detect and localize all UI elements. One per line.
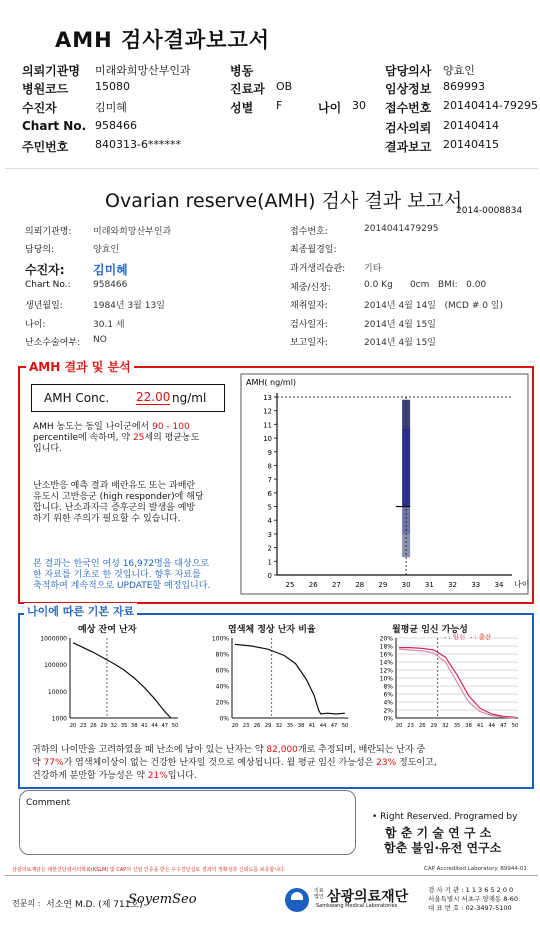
amh-y-tick-label: 13 <box>263 394 272 402</box>
amh-section-title: AMH 결과 및 분석 <box>26 358 134 375</box>
x-tick-label: 32 <box>442 723 449 729</box>
x-tick-label: 26 <box>253 723 261 729</box>
amh-y-tick-label: 0 <box>267 572 272 580</box>
y-tick-label: 14% <box>379 659 393 667</box>
patient-field-label: 생년월일: <box>25 301 63 311</box>
x-tick-label: 44 <box>151 723 158 729</box>
y-tick-label: 4% <box>383 699 393 707</box>
footer-divider <box>5 875 538 876</box>
x-tick-label: 20 <box>231 723 239 729</box>
x-tick-label: 50 <box>341 723 349 729</box>
amh-y-tick-label: 9 <box>267 448 272 457</box>
header-value: 958466 <box>95 119 137 132</box>
amh-y-tick-label: 12 <box>263 407 272 416</box>
summary-text: 입니다. <box>167 771 197 781</box>
header-label: 담당의사 <box>385 64 432 78</box>
amh-response-text <box>33 481 233 525</box>
amh-x-tick-label: 27 <box>331 581 341 589</box>
header-label: 진료과 <box>230 82 265 96</box>
amh-x-tick-label: 31 <box>424 581 434 589</box>
y-tick-label: 10000 <box>47 688 67 696</box>
org-name: 삼광의료재단 <box>327 889 409 905</box>
test-field-label: 검사일자: <box>290 320 328 330</box>
amh-y-tick-label: 11 <box>263 421 272 430</box>
amh-y-tick-label: 8 <box>267 462 272 471</box>
header-value: 김미혜 <box>95 101 127 114</box>
org-type: 의료법인 <box>314 888 324 900</box>
y-tick-label: 12% <box>379 667 393 675</box>
test-field-label: 보고일자: <box>290 338 328 348</box>
amh-x-tick-label: 28 <box>355 581 365 589</box>
normal-egg-ratio-chart <box>196 632 356 736</box>
header-label: 병원코드 <box>22 82 69 96</box>
x-tick-label: 38 <box>465 723 472 729</box>
amh-p2-line: 난소반응 예측 결과 배란유도 또는 과배란 <box>33 481 196 491</box>
amh-conc-unit: ng/ml <box>172 391 207 405</box>
chart2-title: 염색체 정상 난자 비율 <box>228 625 316 635</box>
y-tick-label: 8% <box>383 683 393 691</box>
amh-y-tick-label: 10 <box>263 435 272 444</box>
y-tick-label: 0% <box>383 715 393 723</box>
x-tick-label: 47 <box>161 723 169 729</box>
amh-percentile-range: 90 - 100 <box>152 422 190 432</box>
amh-p2-line: 합니다. 난소과자극 증후군의 발생을 예방 <box>33 503 196 513</box>
y-tick-label: 80% <box>215 651 229 659</box>
header-label: 병동 <box>230 64 254 78</box>
header-value: 미래와희망산부인과 <box>95 64 191 77</box>
amh-y-tick-label: 2 <box>267 544 272 553</box>
test-field-value: 2014년 4월 15일 <box>364 320 436 330</box>
x-tick-label: 26 <box>418 723 426 729</box>
y-tick-label: 100% <box>211 635 229 643</box>
rights-line-1: • Right Reserved. Programed by <box>372 812 518 822</box>
header-value: 20140414-79295 <box>443 99 538 112</box>
x-tick-label: 26 <box>90 723 97 729</box>
org-name-en: Samkwang Medical Laboratories <box>316 903 398 909</box>
header-value: OB <box>276 80 293 93</box>
header-value: 15080 <box>95 80 130 93</box>
remaining-eggs-value: 82,000 <box>266 745 298 755</box>
legend-pregnancy: - : 임신 <box>444 633 466 641</box>
y-tick-label: 40% <box>215 683 229 691</box>
amh-x-tick-label: 30 <box>401 581 411 589</box>
summary-text: 개로 추정되며, 배란되는 난자 중 <box>297 745 426 755</box>
x-tick-label: 20 <box>395 723 403 729</box>
comment-label: Comment <box>26 798 71 808</box>
test-field-value: 0.0 Kg 0cm BMI: 0.00 <box>364 280 487 290</box>
header-value: F <box>276 99 283 112</box>
x-tick-label: 41 <box>476 723 484 729</box>
x-tick-label: 50 <box>171 723 179 729</box>
x-tick-label: 23 <box>79 723 87 729</box>
doctor-signature: SoyemSeo <box>128 892 197 907</box>
remaining-eggs-chart <box>26 632 186 736</box>
x-tick-label: 50 <box>511 723 519 729</box>
remaining-eggs-curve <box>73 643 171 718</box>
test-field-value: 2014년 4월 15일 <box>364 338 436 348</box>
x-tick-label: 35 <box>120 723 128 729</box>
header-label: 결과보고 <box>385 140 432 154</box>
patient-field-label: 의뢰기관명: <box>25 227 72 237</box>
amh-x-tick-label: 32 <box>448 581 458 589</box>
amh-x-tick-label: 34 <box>494 581 504 589</box>
y-tick-label: 0% <box>219 715 229 723</box>
contact-line: 대 표 번 호 : 02-3497-5100 <box>428 904 512 912</box>
amh-y-tick-label: 5 <box>267 503 272 512</box>
patient-field-value: NO <box>93 335 107 345</box>
amh-x-tick-label: 25 <box>285 581 295 589</box>
y-tick-label: 10% <box>379 675 393 683</box>
amh-conc-box <box>31 384 225 412</box>
doctor-label: 전문의 : <box>12 899 41 908</box>
header-value: 20140415 <box>443 138 499 151</box>
x-tick-label: 41 <box>141 723 148 729</box>
x-tick-label: 47 <box>330 723 338 729</box>
x-tick-label: 38 <box>130 723 138 729</box>
comment-box <box>19 790 356 855</box>
header-label: 임상정보 <box>385 82 432 96</box>
amh-x-tick-label: 26 <box>308 581 318 589</box>
amh-percentile-text <box>33 422 233 455</box>
amh-note-line: 한 자료를 기초로 한 것입니다. 향후 자료를 <box>33 570 201 580</box>
patient-field-value: 1984년 3월 13일 <box>93 301 165 311</box>
amh-y-tick-label: 1 <box>267 558 272 567</box>
x-tick-label: 29 <box>100 723 107 729</box>
amh-p1-text: AMH 농도는 동일 나이군에서 <box>33 422 150 432</box>
x-tick-label: 47 <box>500 723 507 729</box>
y-tick-label: 18% <box>379 643 393 651</box>
patient-field-label: Chart No.: <box>25 280 71 290</box>
y-tick-label: 1000 <box>51 715 67 723</box>
amh-p2-line: 유도시 고반응군 (high responder)에 해당 <box>33 492 204 502</box>
rights-line-3: 함춘 불임·유전 연구소 <box>384 841 502 855</box>
report-title: Ovarian reserve(AMH) 검사 결과 보고서 <box>105 190 463 212</box>
patient-field-value: 958466 <box>93 280 128 290</box>
amh-y-tick-label: 4 <box>267 517 272 526</box>
x-tick-label: 44 <box>319 723 327 729</box>
test-field-label: 체중/신장: <box>290 283 331 293</box>
y-tick-label: 16% <box>379 651 393 659</box>
chart1-title: 예상 잔여 난자 <box>78 625 137 635</box>
amh-note-line: 축적하여 계속적으로 UPDATE할 예정입니다. <box>33 581 211 591</box>
amh-p1-text-4: 입니다. <box>33 444 62 454</box>
basic-summary <box>32 744 532 783</box>
patient-field-value: 미래와희망산부인과 <box>93 227 172 237</box>
amh-conc-label: AMH Conc. <box>44 391 110 405</box>
test-field-value: 2014041479295 <box>364 224 439 234</box>
x-tick-label: 35 <box>453 723 461 729</box>
header-value: 20140414 <box>443 119 499 132</box>
x-tick-label: 38 <box>297 723 305 729</box>
pregnancy-chance-value: 23% <box>376 758 397 768</box>
amh-y-tick-label: 6 <box>267 489 272 498</box>
test-field-label: 채취일자: <box>290 301 328 311</box>
x-tick-label: 41 <box>308 723 316 729</box>
samkwang-logo-icon <box>285 888 309 912</box>
x-tick-label: 23 <box>242 723 250 729</box>
header-label: 주민번호 <box>22 140 69 154</box>
basic-section-title: 나이에 따른 기본 자료 <box>24 603 137 619</box>
x-tick-label: 32 <box>275 723 283 729</box>
test-field-value: 기타 <box>364 264 382 274</box>
patient-field-label: 담당의: <box>25 245 55 255</box>
x-tick-label: 29 <box>430 723 438 729</box>
report-header-title: AMH 검사결과보고서 <box>55 28 271 52</box>
amh-equivalent-age: 25 <box>132 433 145 443</box>
amh-chart-xlabel: 나이 <box>514 580 530 589</box>
y-tick-label: 1000000 <box>40 635 67 643</box>
patient-field-value: 양효인 <box>93 245 120 255</box>
x-tick-label: 23 <box>407 723 414 729</box>
header-value: 30 <box>352 99 366 112</box>
rights-line-2: 함 춘 기 술 연 구 소 <box>385 826 492 840</box>
summary-text: 정도이고, <box>399 758 437 768</box>
test-field-label: 과거생리습관: <box>290 264 346 274</box>
legend-delivery: - : 출산 <box>470 633 492 641</box>
header-value: 양효인 <box>443 64 475 77</box>
contact-info <box>428 886 518 913</box>
header-value: 840313-6****** <box>95 138 181 151</box>
delivery-chance-value: 21% <box>147 771 168 781</box>
amh-y-tick-label: 7 <box>267 476 272 485</box>
header-label: 수진자 <box>22 101 57 115</box>
doctor-name: 서소연 M.D. (제 711호) <box>46 900 143 910</box>
amh-conc-value: 22.00 <box>136 390 171 404</box>
test-field-label: 최종월경일: <box>290 245 337 255</box>
amh-chart-ylabel: AMH( ng/ml) <box>246 378 297 387</box>
report-code: 2014-0008834 <box>456 206 523 216</box>
x-tick-label: 35 <box>286 723 294 729</box>
header-label: 나이 <box>318 101 342 115</box>
contact-line: 서울특별시 서초구 양재동 8-60 <box>428 895 519 903</box>
x-tick-label: 20 <box>69 723 77 729</box>
y-tick-label: 60% <box>215 667 229 675</box>
normal-egg-ratio-value: 77% <box>43 758 64 768</box>
y-tick-label: 20% <box>215 699 229 707</box>
normal-egg-ratio-curve <box>235 644 345 714</box>
header-label: 검사의뢰 <box>385 121 432 135</box>
amh-p1-text-3: 세의 평균농도 <box>144 433 200 443</box>
chart3-title: 월평균 임신 가능성 <box>392 625 468 635</box>
contact-line: 검 사 기 관 : 1 1 3 6 5 2 0 0 <box>428 886 514 894</box>
x-tick-label: 32 <box>110 723 118 729</box>
header-label: 의뢰기관명 <box>22 64 80 78</box>
amh-data-note <box>33 559 243 592</box>
header-value: 869993 <box>443 80 485 93</box>
x-tick-label: 29 <box>264 723 272 729</box>
patient-field-label: 나이: <box>25 320 46 330</box>
patient-field-label: 수진자: <box>25 263 65 277</box>
summary-text: 가 염색체이상이 없는 건강한 난자일 것으로 예상됩니다. 월 평균 임신 가능성은 <box>63 758 374 768</box>
header-label: 접수번호 <box>385 101 432 115</box>
summary-text: 약 <box>32 758 41 768</box>
patient-field-value: 김미혜 <box>93 263 128 277</box>
amh-x-tick-label: 33 <box>471 581 481 589</box>
summary-text: 귀하의 나이만을 고려하였을 때 난소에 남아 있는 난자는 약 <box>32 745 264 755</box>
delivery-curve <box>399 649 515 718</box>
y-tick-label: 2% <box>383 707 393 715</box>
patient-field-label: 난소수술여부: <box>25 338 81 348</box>
header-label: Chart No. <box>22 119 87 133</box>
x-tick-label: 44 <box>488 723 496 729</box>
amh-y-tick-label: 3 <box>267 530 272 539</box>
test-field-value: 2014년 4월 14일 (MCD # 0 일) <box>364 301 504 311</box>
y-tick-label: 100000 <box>44 662 67 670</box>
y-tick-label: 20% <box>379 635 393 643</box>
test-field-label: 접수번호: <box>290 227 328 237</box>
cap-accreditation: CAP Accredited Laboratory. 89944-01 <box>424 866 527 872</box>
summary-text: 건강하게 분만할 가능성은 약 <box>32 771 145 781</box>
amh-p2-line: 하기 위한 주의가 필요할 수 있습니다. <box>33 514 181 524</box>
amh-p1-text-2: percentile에 속하며, 약 <box>33 433 131 443</box>
footer-note: 삼광의료재단은 대한진단검사의학회(KSLM) 및 CAP의 신임 인증을 받은 우수진단실로 결과의 정확성과 신뢰도를 보증합니다. <box>12 867 286 873</box>
pregnancy-chance-chart <box>366 632 526 736</box>
amh-note-line: 본 결과는 한국인 여성 16,972명을 대상으로 <box>33 559 210 569</box>
amh-age-chart <box>240 373 530 595</box>
patient-field-value: 30.1 세 <box>93 320 125 330</box>
y-tick-label: 6% <box>383 691 393 699</box>
amh-x-tick-label: 29 <box>378 581 388 589</box>
header-label: 성별 <box>230 101 254 115</box>
amh-chart-frame <box>241 374 528 594</box>
